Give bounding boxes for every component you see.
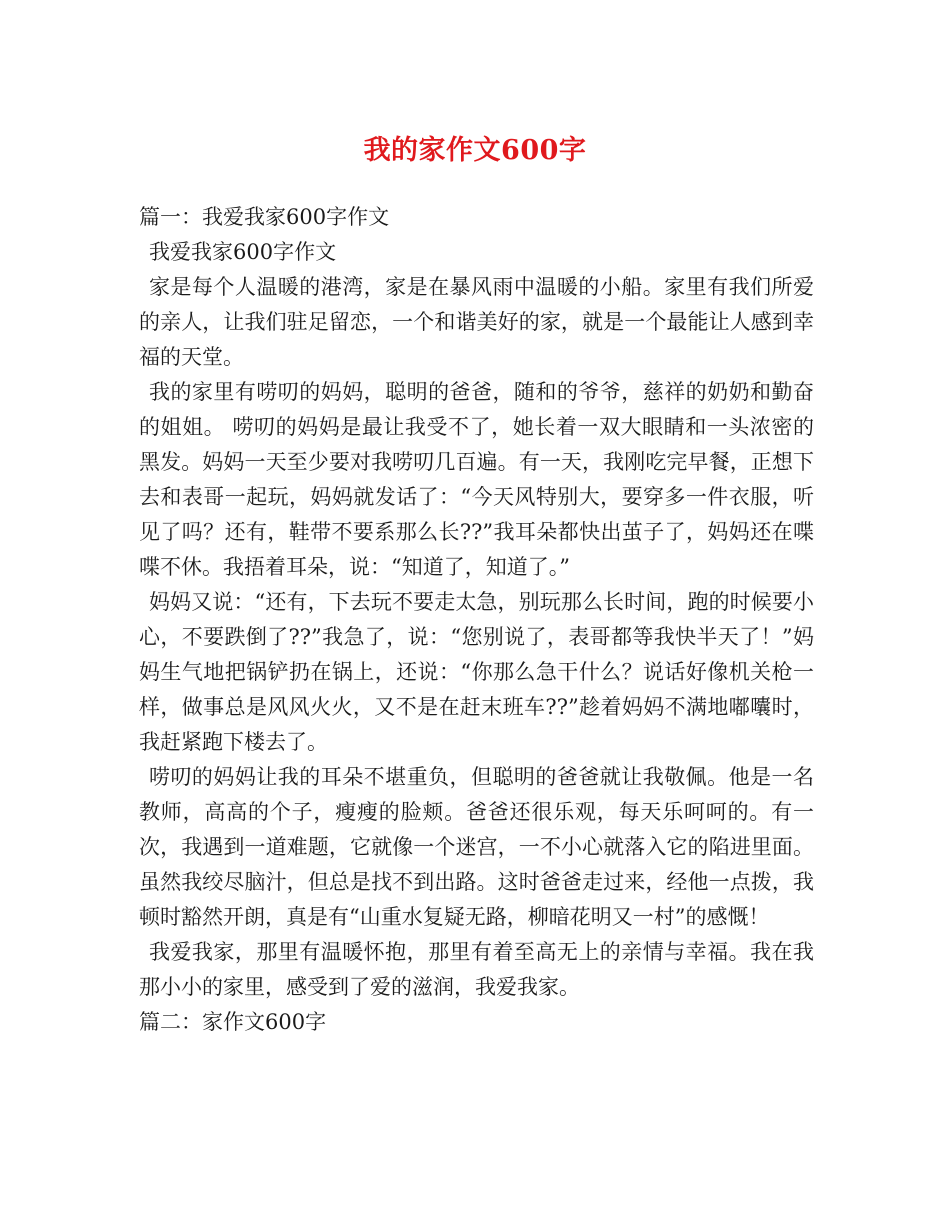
paragraph-3: 妈妈又说：“还有，下去玩不要走太急，别玩那么长时间，跑的时候要小心，不要跌倒了??”我急了，说：“您别说了，表哥都等我快半天了！”妈妈生气地把锅铲扔在锅上，还说：“你那么急干什么？说话好像机关枪一样，做事总是风风火火，又不是在赶末班车??”趁着妈妈不满地嘟囔时，我赶紧跑下楼去了。 xyxy=(139,590,814,754)
document-title: 我的家作文600字 xyxy=(363,135,587,166)
section-heading-1: 篇一：我爱我家600字作文 xyxy=(139,205,390,229)
section-heading-2: 篇二：家作文600字 xyxy=(139,1010,327,1034)
paragraph-2: 我的家里有唠叨的妈妈，聪明的爸爸，随和的爷爷，慈祥的奶奶和勤奋的姐姐。 唠叨的妈妈是最让我受不了，她长着一双大眼睛和一头浓密的黑发。妈妈一天至少要对我唠叨几百遍。有一天，我刚吃完早餐，正想下去和表哥一起玩，妈妈就发话了：“今天风特别大，要穿多一件衣服，听见了吗？还有，鞋带不要系那么长??”我耳朵都快出茧子了，妈妈还在喋喋不休。我捂着耳朵，说：“知道了，知道了。” xyxy=(139,380,814,579)
document-body xyxy=(139,200,814,1040)
paragraph-4: 唠叨的妈妈让我的耳朵不堪重负，但聪明的爸爸就让我敬佩。他是一名教师，高高的个子，瘦瘦的脸颊。爸爸还很乐观，每天乐呵呵的。有一次，我遇到一道难题，它就像一个迷宫，一不小心就落入它的陷进里面。虽然我绞尽脑汁，但总是找不到出路。这时爸爸走过来，经他一点拨，我顿时豁然开朗，真是有“山重水复疑无路，柳暗花明又一村”的感慨！ xyxy=(139,765,814,929)
section-subtitle-1: 我爱我家600字作文 xyxy=(149,240,337,264)
paragraph-1: 家是每个人温暖的港湾，家是在暴风雨中温暖的小船。家里有我们所爱的亲人，让我们驻足留恋，一个和谐美好的家，就是一个最能让人感到幸福的天堂。 xyxy=(139,275,814,369)
paragraph-5: 我爱我家，那里有温暖怀抱，那里有着至高无上的亲情与幸福。我在我那小小的家里，感受到了爱的滋润，我爱我家。 xyxy=(139,940,814,999)
